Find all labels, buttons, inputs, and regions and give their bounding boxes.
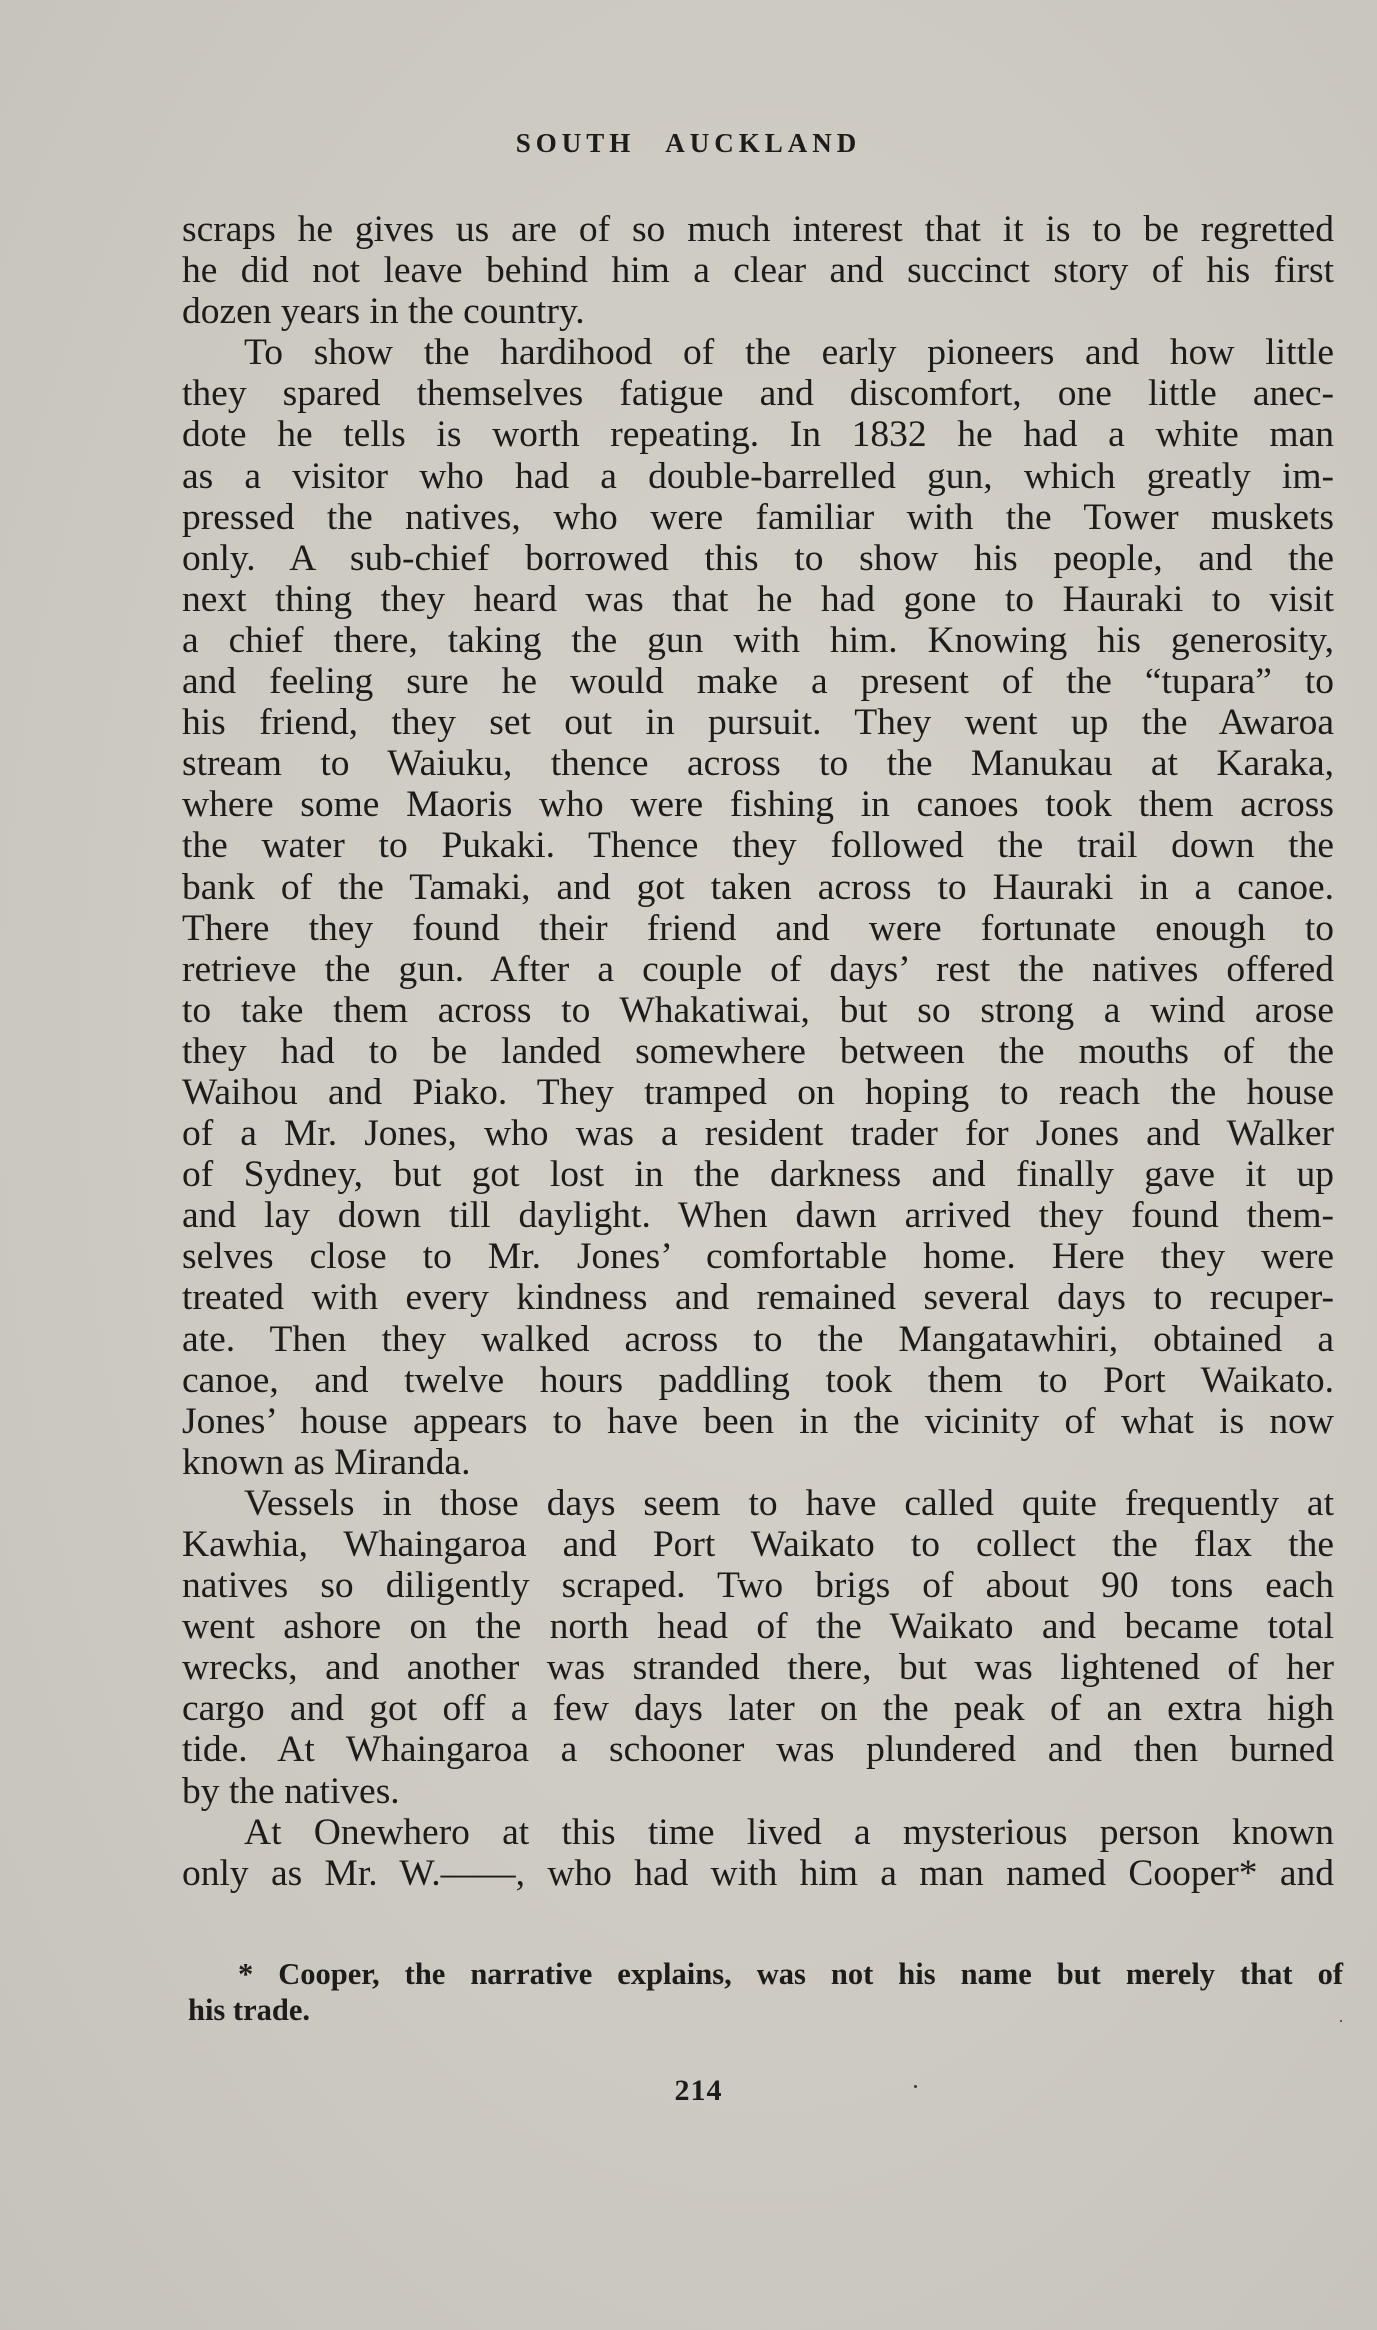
page-number: 214: [674, 2074, 723, 2107]
paper-speck: [1340, 2020, 1342, 2022]
text-line: scraps he gives us are of so much interest that it is to be regretted: [182, 209, 1334, 250]
text-line: of Sydney, but got lost in the darkness and finally gave it up: [182, 1154, 1334, 1196]
text-line: they spared themselves fatigue and discomfort, one little anec-: [182, 373, 1334, 415]
text-line: wrecks, and another was stranded there, but was lightened of her: [182, 1647, 1334, 1689]
running-head: [0, 128, 1377, 159]
text-line: At Onewhero at this time lived a mysterious person known: [244, 1811, 1334, 1853]
text-line: where some Maoris who were fishing in canoes took them across: [182, 784, 1334, 826]
text-line: tide. At Whaingaroa a schooner was plundered and then burned: [182, 1729, 1334, 1771]
text-line: cargo and got off a few days later on the peak of an extra high: [182, 1688, 1334, 1730]
text-line: and lay down till daylight. When dawn arrived they found them-: [182, 1195, 1334, 1237]
text-line: they had to be landed somewhere between the mouths of the: [182, 1030, 1334, 1072]
text-line: known as Miranda.: [182, 1441, 471, 1483]
text-line: his friend, they set out in pursuit. They went up the Awaroa: [182, 702, 1334, 744]
text-line: the water to Pukaki. Thence they followed the trail down the: [182, 825, 1334, 867]
text-line: selves close to Mr. Jones’ comfortable home. Here they were: [182, 1236, 1334, 1278]
running-head-word-1: SOUTH: [515, 128, 636, 158]
text-line: Kawhia, Whaingaroa and Port Waikato to collect the flax the: [182, 1524, 1334, 1565]
text-line: treated with every kindness and remained several days to recuper-: [182, 1277, 1334, 1319]
text-line: canoe, and twelve hours paddling took them to Port Waikato.: [182, 1359, 1334, 1401]
text-line: stream to Waiuku, thence across to the Manukau at Karaka,: [182, 743, 1334, 785]
text-line: to take them across to Whakatiwai, but so strong a wind arose: [182, 989, 1334, 1031]
text-line: retrieve the gun. After a couple of days’ rest the natives offered: [182, 948, 1334, 990]
text-line: Vessels in those days seem to have called quite frequently at: [244, 1482, 1334, 1524]
text-line: only as Mr. W.——, who had with him a man named Cooper* and: [182, 1852, 1334, 1894]
body-text: [182, 209, 1334, 1894]
running-head-word-2: AUCKLAND: [665, 128, 862, 158]
text-line: as a visitor who had a double-barrelled gun, which greatly im-: [182, 455, 1334, 497]
text-line: dote he tells is worth repeating. In 1832 he had a white man: [182, 414, 1334, 456]
text-line: Waihou and Piako. They tramped on hoping to reach the house: [182, 1071, 1334, 1113]
text-line: There they found their friend and were fortunate enough to: [182, 907, 1334, 949]
text-line: ate. Then they walked across to the Mangatawhiri, obtained a: [182, 1318, 1334, 1360]
text-line: of a Mr. Jones, who was a resident trader for Jones and Walker: [182, 1113, 1334, 1155]
text-line: a chief there, taking the gun with him. Knowing his generosity,: [182, 619, 1334, 661]
footnote-line-2: his trade.: [188, 1993, 310, 2027]
text-line: and feeling sure he would make a present of the “tupara” to: [182, 661, 1334, 703]
text-line: went ashore on the north head of the Waikato and became total: [182, 1606, 1334, 1648]
text-line: Jones’ house appears to have been in the vicinity of what is now: [182, 1400, 1334, 1442]
text-line: he did not leave behind him a clear and succinct story of his first: [182, 250, 1334, 292]
text-line: bank of the Tamaki, and got taken across to Hauraki in a canoe.: [182, 866, 1334, 908]
text-line: natives so diligently scraped. Two brigs of about 90 tons each: [182, 1565, 1334, 1607]
text-line: pressed the natives, who were familiar with the Tower muskets: [182, 496, 1334, 538]
footnote-line-1: * Cooper, the narrative explains, was not his name but merely that of: [238, 1957, 1343, 1991]
footnote: [188, 1956, 1343, 2028]
text-line: by the natives.: [182, 1770, 400, 1812]
paper-speck: [914, 2085, 917, 2088]
text-line: To show the hardihood of the early pioneers and how little: [244, 332, 1334, 374]
text-line: next thing they heard was that he had gone to Hauraki to visit: [182, 578, 1334, 620]
text-line: dozen years in the country.: [182, 291, 585, 333]
text-line: only. A sub-chief borrowed this to show his people, and the: [182, 537, 1334, 579]
